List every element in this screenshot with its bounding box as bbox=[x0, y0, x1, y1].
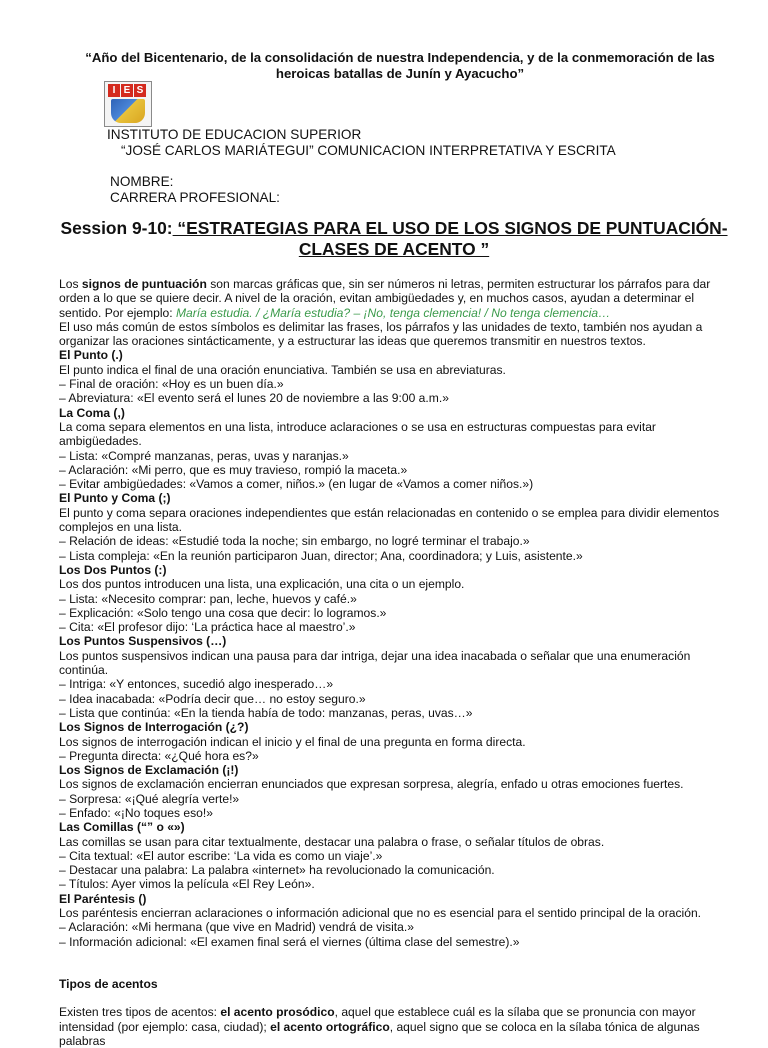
example-line: – Títulos: Ayer vimos la película «El Rey León». bbox=[59, 877, 315, 892]
logo-letter: E bbox=[121, 84, 133, 97]
example-line: – Enfado: «¡No toques eso!» bbox=[59, 805, 213, 820]
example-line: – Lista que continúa: «En la tienda había de todo: manzanas, peras, uvas…» bbox=[59, 705, 473, 720]
carrera-label: CARRERA PROFESIONAL: bbox=[110, 190, 280, 205]
example-line: – Pregunta directa: «¿Qué hora es?» bbox=[59, 748, 259, 763]
example-line: – Relación de ideas: «Estudié toda la noche; sin embargo, no logré terminar el trabajo.» bbox=[59, 534, 530, 549]
section-heading-interrogacion: Los Signos de Interrogación (¿?) bbox=[59, 720, 249, 735]
logo-letter: I bbox=[108, 84, 120, 97]
example-line: – Abreviatura: «El evento será el lunes 20 de noviembre a las 9:00 a.m.» bbox=[59, 391, 449, 406]
section-desc: Los signos de interrogación indican el inicio y el final de una pregunta en forma directa. bbox=[59, 734, 526, 749]
section-desc: Los signos de exclamación encierran enunciados que expresan sorpresa, alegría, enfado u otras emociones fuertes. bbox=[59, 777, 684, 792]
section-desc: Las comillas se usan para citar textualmente, destacar una palabra o frase, o señalar títulos de obras. bbox=[59, 834, 605, 849]
section-desc: Los dos puntos introducen una lista, una explicación, una cita o un ejemplo. bbox=[59, 577, 465, 592]
example-line: – Intriga: «Y entonces, sucedió algo inesperado…» bbox=[59, 677, 334, 692]
section-heading-punto-coma: El Punto y Coma (;) bbox=[59, 491, 171, 506]
example-line: – Cita: «El profesor dijo: ‘La práctica hace al maestro’.» bbox=[59, 620, 356, 635]
example-line: – Lista: «Necesito comprar: pan, leche, huevos y café.» bbox=[59, 591, 357, 606]
example-line: – Sorpresa: «¡Qué alegría verte!» bbox=[59, 791, 240, 806]
example-line: – Lista: «Compré manzanas, peras, uvas y naranjas.» bbox=[59, 448, 349, 463]
example-line: – Final de oración: «Hoy es un buen día.» bbox=[59, 377, 284, 392]
logo-letter: S bbox=[134, 84, 146, 97]
ies-logo bbox=[104, 81, 152, 127]
institution-name: INSTITUTO DE EDUCACION SUPERIOR bbox=[107, 127, 362, 142]
session-topic: “ESTRATEGIAS PARA EL USO DE LOS SIGNOS DE PUNTUACIÓN- CLASES DE ACENTO ” bbox=[172, 218, 728, 259]
example-text: María estudia. / ¿María estudia? – ¡No, tenga clemencia! / No tenga clemencia… bbox=[175, 305, 611, 320]
example-line: – Cita textual: «El autor escribe: ‘La vida es como un viaje’.» bbox=[59, 848, 383, 863]
acentos-paragraph: Existen tres tipos de acentos: el acento prosódico, aquel que establece cuál es la sílaba que se pronuncia con mayor intensidad (por ejemplo: casa, ciudad); el acento ortográfico, aquel signo que se coloca en la sílaba tónica de algunas palabras bbox=[59, 1005, 700, 1048]
section-heading-coma: La Coma (,) bbox=[59, 405, 125, 420]
section-desc: El punto indica el final de una oración enunciativa. También se usa en abreviaturas. bbox=[59, 362, 506, 377]
example-line: – Aclaración: «Mi hermana (que vive en Madrid) vendrá de visita.» bbox=[59, 920, 414, 935]
intro-paragraph: Los signos de puntuación son marcas gráficas que, sin ser números ni letras, permiten estructurar los párrafos para dar orden a lo que se quiere decir. A nivel de la oración, evitan ambigüedades y, en muchos casos, ayudan a determinar el sentido. Por ejemplo: María estudia. / ¿María estudia? – ¡No, tenga clemencia! / No tenga clemencia… bbox=[59, 277, 711, 320]
shield-icon bbox=[111, 99, 145, 123]
nombre-label: NOMBRE: bbox=[110, 174, 174, 189]
section-heading-acentos: Tipos de acentos bbox=[59, 976, 158, 991]
example-line: – Destacar una palabra: La palabra «internet» ha revolucionado la comunicación. bbox=[59, 863, 495, 878]
session-prefix: Session 9-10: bbox=[60, 218, 173, 238]
example-line: – Explicación: «Solo tengo una cosa que decir: lo logramos.» bbox=[59, 605, 387, 620]
motto-heading: “Año del Bicentenario, de la consolidación de nuestra Independencia, y de la conmemoración de las heroicas batallas de Junín y Ayacucho” bbox=[85, 50, 715, 81]
example-line: – Información adicional: «El examen final será el viernes (última clase del semestre).» bbox=[59, 934, 520, 949]
section-heading-suspensivos: Los Puntos Suspensivos (…) bbox=[59, 634, 227, 649]
example-line: – Lista compleja: «En la reunión participaron Juan, director; Ana, coordinadora; y Luis, asistente.» bbox=[59, 548, 583, 563]
section-desc: El punto y coma separa oraciones independientes que están relacionadas en contenido o se emplea para dividir elementos complejos en una lista. bbox=[59, 505, 720, 535]
example-line: – Aclaración: «Mi perro, que es muy travieso, rompió la maceta.» bbox=[59, 462, 408, 477]
section-desc: La coma separa elementos en una lista, introduce aclaraciones o se usa en estructuras compuestas para evitar ambigüedades. bbox=[59, 419, 656, 449]
example-line: – Idea inacabada: «Podría decir que… no estoy seguro.» bbox=[59, 691, 366, 706]
institution-program: “JOSÉ CARLOS MARIÁTEGUI” COMUNICACION INTERPRETATIVA Y ESCRITA bbox=[121, 143, 616, 158]
example-line: – Evitar ambigüedades: «Vamos a comer, niños.» (en lugar de «Vamos a comer niños.») bbox=[59, 477, 534, 492]
intro-paragraph-2: El uso más común de estos símbolos es delimitar las frases, los párrafos y las unidades de texto, también nos ayudan a organizar las oraciones sintácticamente, y a estructurar las ideas que queremos transmitir en nuestros textos. bbox=[59, 319, 703, 349]
section-desc: Los puntos suspensivos indican una pausa para dar intriga, dejar una idea inacabada o señalar que una enumeración continúa. bbox=[59, 648, 691, 678]
session-title bbox=[58, 218, 730, 260]
document-body bbox=[59, 277, 731, 1048]
section-heading-comillas: Las Comillas (“” o «») bbox=[59, 820, 185, 835]
logo-letters bbox=[108, 84, 146, 97]
section-desc: Los paréntesis encierran aclaraciones o información adicional que no es esencial para el sentido principal de la oración. bbox=[59, 906, 702, 921]
section-heading-dos-puntos: Los Dos Puntos (:) bbox=[59, 562, 167, 577]
section-heading-exclamacion: Los Signos de Exclamación (¡!) bbox=[59, 763, 239, 778]
section-heading-parentesis: El Paréntesis () bbox=[59, 891, 147, 906]
section-heading-punto: El Punto (.) bbox=[59, 348, 123, 363]
